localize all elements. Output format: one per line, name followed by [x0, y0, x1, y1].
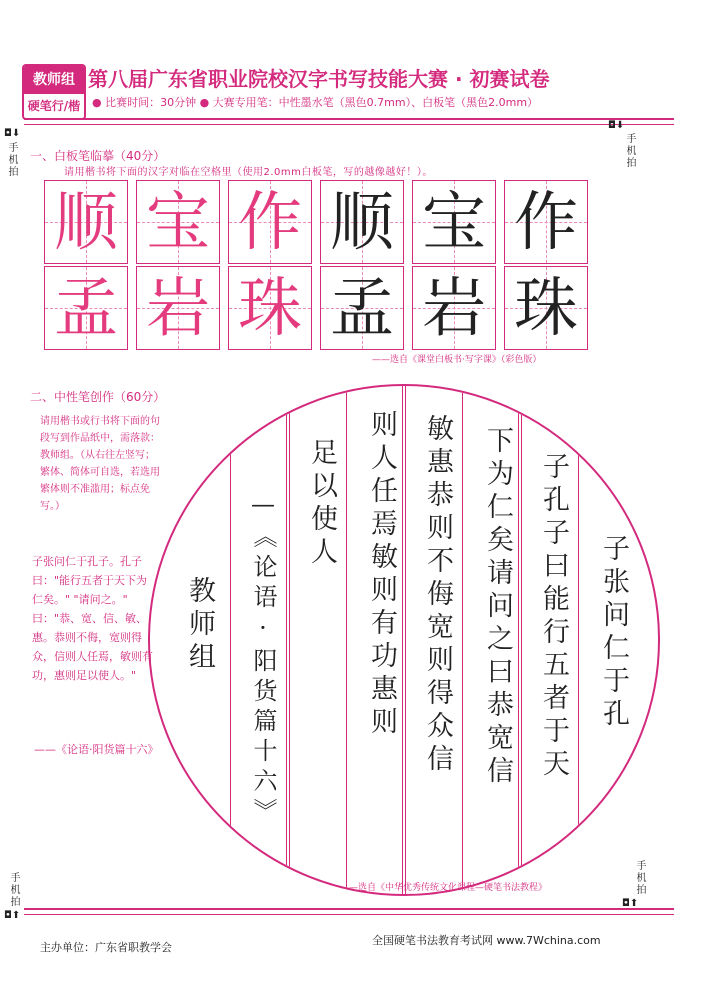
grid-cell[interactable]	[412, 180, 496, 264]
model-char: 珠	[238, 272, 302, 346]
grid-cell[interactable]	[320, 266, 404, 350]
section2-source: ——选自《中华优秀传统文化课程—硬笔书法教程》	[340, 883, 548, 893]
handwritten-column: 子张问仁于孔	[598, 534, 629, 732]
grid-cell[interactable]	[44, 266, 128, 350]
copied-char: 孟	[330, 272, 394, 346]
model-char: 宝	[146, 186, 210, 260]
grid-cell[interactable]	[228, 180, 312, 264]
grid-cell[interactable]	[320, 180, 404, 264]
handwritten-column: 敏惠恭则不侮宽则得众信	[422, 414, 453, 777]
copied-char: 顺	[330, 186, 394, 260]
quote-text: 子张问仁于孔子。孔子曰："能行五者于天下为仁矣。" "请问之。" 曰："恭、宽、信、敏、惠。恭则不侮，宽则得众，信则人任焉，敏则有功，惠则足以使人。"	[32, 555, 153, 682]
top-divider	[24, 118, 674, 125]
copied-char: 宝	[422, 186, 486, 260]
section1-heading: 一、白板笔临摹（40分）	[30, 149, 166, 163]
grid-cell[interactable]	[504, 180, 588, 264]
quote-source: ——《论语·阳货篇十六》	[34, 743, 159, 756]
handwritten-column: 足以使人	[306, 438, 337, 570]
handwritten-column: —《论语·阳货篇十六》	[249, 490, 277, 828]
copied-char: 作	[514, 186, 578, 260]
camera-icon: ◘⬇	[4, 128, 21, 139]
page-title: 第八届广东省职业院校汉字书写技能大赛 · 初赛试卷	[88, 67, 550, 91]
writing-circle[interactable]	[148, 384, 660, 896]
category-label: 硬笔行/楷	[27, 99, 81, 113]
grid-cell[interactable]	[136, 180, 220, 264]
grid-cell[interactable]	[504, 266, 588, 350]
section1-instruction: 请用楷书将下面的汉字对临在空格里（使用2.0mm白板笔，写的越像越好！）。	[64, 167, 433, 178]
camera-icon: ◘⬆	[4, 910, 21, 921]
section1-source: ——选自《课堂白板书·写字课》（彩色版）	[372, 355, 542, 365]
copied-char: 珠	[514, 272, 578, 346]
footer-website[interactable]: 全国硬笔书法教育考试网 www.7Wchina.com	[372, 934, 601, 947]
camera-icon: ◘⬇	[608, 120, 625, 131]
section2-heading: 二、中性笔创作（60分）	[30, 390, 166, 404]
model-char: 岩	[146, 272, 210, 346]
grid-cell[interactable]	[412, 266, 496, 350]
handwritten-column: 则人任焉敏则有功惠则	[366, 410, 397, 740]
edge-label-bl: 手机拍	[8, 872, 19, 908]
camera-icon: ◘⬆	[622, 898, 639, 909]
edge-label-tr: 手机拍	[624, 133, 635, 169]
copied-char: 岩	[422, 272, 486, 346]
handwritten-column: 下为仁矣请问之曰恭宽信	[482, 426, 513, 789]
handwritten-column: 子孔子曰能行五者于天	[538, 452, 569, 782]
grid-cell[interactable]	[44, 180, 128, 264]
model-char: 顺	[54, 186, 118, 260]
bottom-divider	[24, 908, 674, 915]
model-char: 孟	[54, 272, 118, 346]
section2-instruction: 请用楷书或行书将下面的句段写到作品纸中，需落款：教师组。（从右往左竖写；繁体、简体可自选，若选用繁体则不准滥用；标点免写。）	[40, 416, 160, 512]
signature-column: 教师组	[184, 576, 215, 675]
grid-cell[interactable]	[228, 266, 312, 350]
edge-label-tl: 手机拍	[6, 142, 17, 178]
grid-cell[interactable]	[136, 266, 220, 350]
group-label: 教师组	[24, 66, 84, 94]
group-badge	[22, 64, 86, 120]
exam-info: ● 比赛时间：30分钟 ● 大赛专用笔：中性墨水笔（黑色0.7mm）、白板笔（黑色2.0mm）	[92, 96, 539, 109]
edge-label-br: 手机拍	[634, 860, 645, 896]
model-char: 作	[238, 186, 302, 260]
footer-organizer: 主办单位：广东省职教学会	[40, 941, 172, 954]
